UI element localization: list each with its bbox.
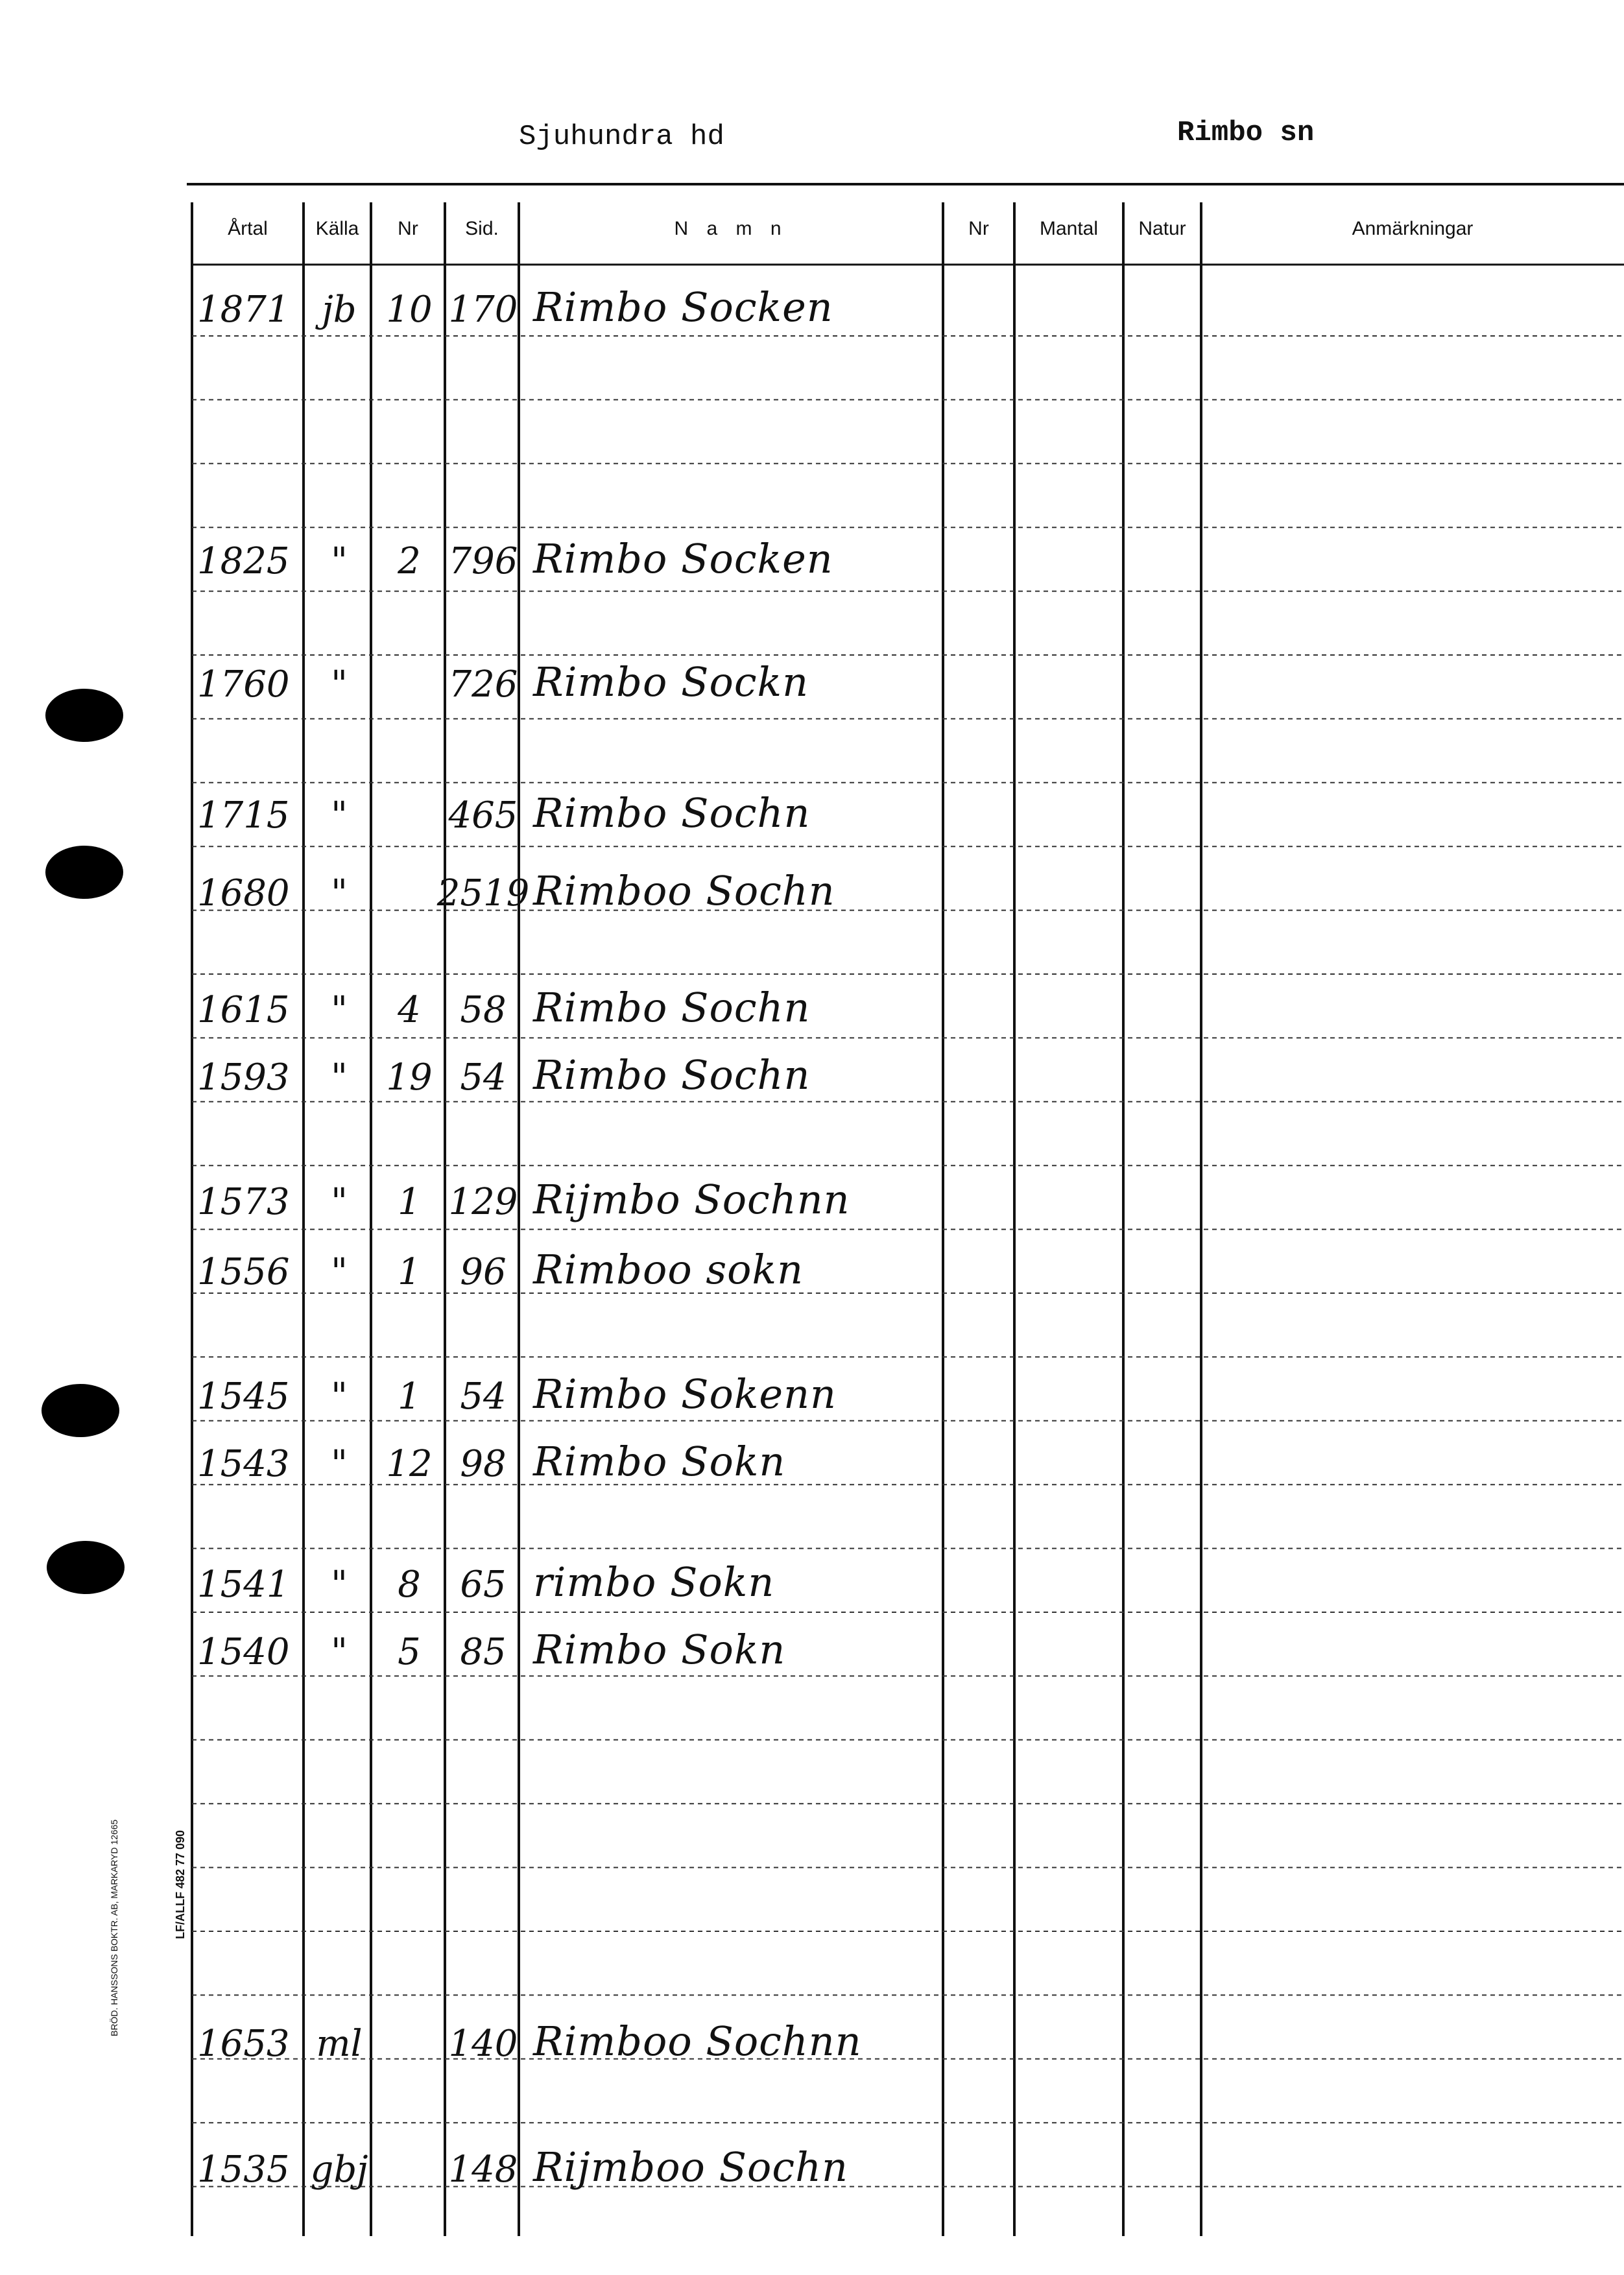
- entry-source: ": [331, 1631, 348, 1673]
- entry-nr: 10: [386, 289, 433, 331]
- entry-page: 148: [448, 2149, 518, 2191]
- entry-source: ": [331, 794, 348, 837]
- entry-year: 1556: [197, 1251, 290, 1293]
- entry-year: 1545: [197, 1376, 290, 1418]
- entry-source: ": [331, 1251, 348, 1293]
- form-code: LF/ALLF 482 77 090: [174, 1829, 187, 1939]
- entry-source: ": [331, 1181, 348, 1223]
- entry-year: 1535: [197, 2149, 290, 2191]
- punch-hole: [42, 1384, 119, 1437]
- entry-year: 1715: [197, 794, 290, 837]
- col-header-sid: Sid.: [465, 218, 499, 239]
- punch-hole: [47, 1541, 125, 1594]
- entry-page: 726: [448, 663, 518, 706]
- entry-name: Rimbo Sokn: [533, 1626, 786, 1673]
- entry-year: 1543: [197, 1443, 290, 1485]
- entry-year: 1540: [197, 1631, 290, 1673]
- entry-source: ml: [316, 2023, 363, 2065]
- col-header-kalla: Källa: [315, 218, 359, 239]
- parish-title: Rimbo sn: [1177, 117, 1315, 149]
- entry-nr: 12: [386, 1443, 433, 1485]
- entry-page: 85: [460, 1631, 507, 1673]
- punch-hole: [45, 689, 123, 742]
- entry-nr: [374, 863, 445, 914]
- entry-year: 1825: [197, 540, 290, 582]
- printer-imprint: BRÖD. HANSSONS BOKTR. AB, MARKARYD 12665: [109, 1819, 119, 2036]
- entry-year: 1653: [197, 2023, 290, 2065]
- entry-nr: 2: [398, 540, 421, 582]
- entry-name: Rimbo Sochn: [533, 1051, 811, 1099]
- entry-nr: 1: [398, 1376, 421, 1418]
- entry-year: 1760: [197, 663, 290, 706]
- punch-hole: [45, 846, 123, 899]
- col-header-nr2: Nr: [968, 218, 989, 239]
- entry-page: 140: [448, 2023, 518, 2065]
- entry-year: 1573: [197, 1181, 290, 1223]
- entry-page: 54: [460, 1056, 507, 1099]
- entry-year: 1615: [197, 989, 290, 1031]
- entry-year: 1541: [197, 1564, 290, 1606]
- district-title: Sjuhundra hd: [519, 121, 724, 153]
- entry-year: 1593: [197, 1056, 290, 1099]
- entry-source: ": [331, 872, 348, 914]
- entry-page: 2519: [436, 872, 530, 914]
- entry-page: 96: [460, 1251, 507, 1293]
- entry-page: 170: [448, 289, 518, 331]
- entry-name: Rimbo Sokenn: [533, 1370, 837, 1418]
- entry-nr: 5: [398, 1631, 421, 1673]
- entry-nr: [374, 2139, 445, 2191]
- entry-name: Rimbo Sockn: [533, 658, 809, 706]
- entry-page: 54: [460, 1376, 507, 1418]
- entry-page: 796: [448, 540, 518, 582]
- entry-name: rimbo Sokn: [533, 1558, 775, 1606]
- entry-name: Rijmboo Sochn: [533, 2143, 848, 2191]
- entry-nr: [374, 654, 445, 706]
- entry-nr: 1: [398, 1251, 421, 1293]
- entry-year: 1871: [197, 289, 290, 331]
- col-header-natur: Natur: [1138, 218, 1186, 239]
- entry-source: jb: [322, 289, 357, 331]
- entry-nr: 19: [386, 1056, 433, 1099]
- entry-source: ": [331, 1376, 348, 1418]
- entry-nr: 4: [398, 989, 421, 1031]
- entry-name: Rimbo Sochn: [533, 984, 811, 1031]
- entry-nr: [374, 785, 445, 837]
- entry-source: ": [331, 1443, 348, 1485]
- entry-page: 58: [460, 989, 507, 1031]
- entry-name: Rimboo Sochn: [533, 867, 835, 914]
- entry-nr: 1: [398, 1181, 421, 1223]
- entry-source: ": [331, 1056, 348, 1099]
- entry-name: Rimbo Socken: [533, 283, 833, 331]
- col-header-artal: Årtal: [228, 218, 268, 239]
- entry-name: Rijmbo Sochnn: [533, 1176, 850, 1223]
- entry-name: Rimboo sokn: [533, 1246, 804, 1293]
- entry-source: ": [331, 663, 348, 706]
- entry-name: Rimbo Sokn: [533, 1438, 786, 1485]
- entry-name: Rimbo Socken: [533, 535, 833, 582]
- col-header-nr: Nr: [398, 218, 418, 239]
- entry-source: ": [331, 540, 348, 582]
- entry-nr: 8: [398, 1564, 421, 1606]
- entry-source: gbj: [310, 2149, 368, 2191]
- entry-source: ": [331, 989, 348, 1031]
- entry-name: Rimboo Sochnn: [533, 2018, 862, 2065]
- col-header-anmarkningar: Anmärkningar: [1352, 218, 1474, 239]
- entry-nr: [374, 2013, 445, 2065]
- col-header-mantal: Mantal: [1039, 218, 1099, 239]
- entry-page: 465: [448, 794, 518, 837]
- entry-source: ": [331, 1564, 348, 1606]
- entry-year: 1680: [197, 872, 290, 914]
- entry-page: 65: [460, 1564, 507, 1606]
- entry-name: Rimbo Sochn: [533, 789, 811, 837]
- entry-page: 98: [460, 1443, 507, 1485]
- col-header-namn: N a m n: [674, 218, 788, 239]
- entry-page: 129: [448, 1181, 518, 1223]
